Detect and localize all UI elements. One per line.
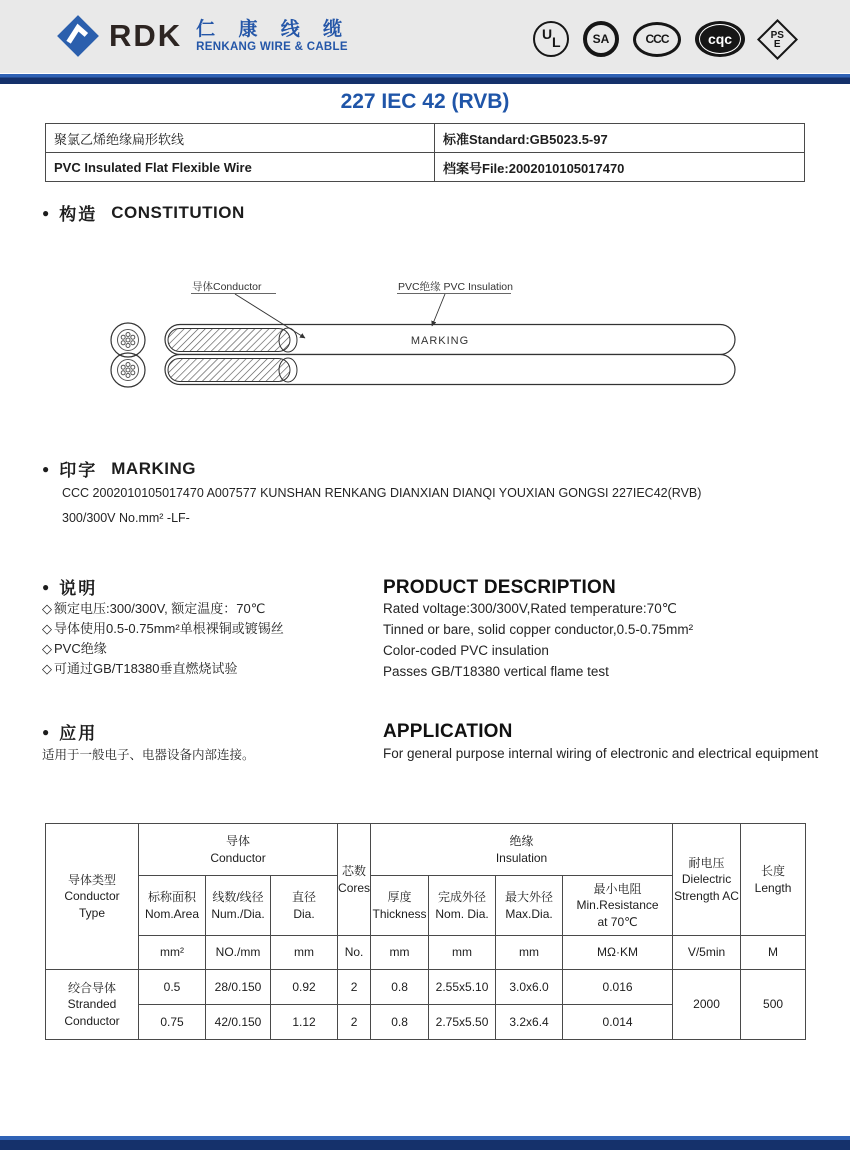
header-en: Nom. Dia.: [435, 906, 489, 921]
brand-logo: [55, 13, 351, 59]
unit-cell: M: [741, 936, 806, 970]
cable-cross-section: [111, 323, 145, 387]
description-cn-item: [42, 638, 107, 657]
group-cn: 绝缘: [509, 834, 534, 849]
bullet-icon: ●: [42, 205, 50, 220]
marking-line-2: 300/300V No.mm² -LF-: [62, 511, 190, 525]
table-row: [46, 153, 805, 182]
bullet-icon: ●: [42, 579, 50, 594]
brand-names: [196, 19, 351, 54]
header-cn: 长度: [761, 864, 786, 879]
product-description-line: Color-coded PVC insulation: [383, 643, 549, 658]
cable-side-view: [165, 325, 735, 385]
row-label-stranded-conductor: [46, 970, 139, 1040]
constitution-heading-cn: 构造: [59, 205, 98, 224]
product-description-title: PRODUCT DESCRIPTION: [383, 577, 616, 598]
product-description-line: Rated voltage:300/300V,Rated temperature:70℃: [383, 601, 677, 616]
application-cn-title: 应用: [59, 724, 98, 743]
header-en2: Strength AC: [674, 888, 739, 903]
header-cn: 标称面积: [147, 890, 196, 905]
wire-construction-diagram: [95, 276, 755, 398]
col-thickness: [371, 876, 429, 936]
diamond-bullet-icon: ◇: [42, 601, 52, 616]
data-cell: 28/0.150: [206, 970, 271, 1005]
header: [0, 0, 850, 73]
description-cn-item-text: 可通过GB/T18380垂直燃烧试验: [54, 661, 238, 676]
data-cell: 3.2x6.4: [496, 1005, 563, 1040]
data-cell: 2: [338, 1005, 371, 1040]
unit-cell: NO./mm: [206, 936, 271, 970]
description-cn-item-text: 额定电压:300/300V, 额定温度：70℃: [54, 601, 266, 616]
pse-mark-icon: [757, 18, 798, 59]
diamond-bullet-icon: ◇: [42, 641, 52, 656]
description-cn-title: 说明: [59, 579, 98, 598]
data-cell: 0.014: [563, 1005, 673, 1040]
ul-letter-u: U: [542, 26, 553, 42]
data-cell: 1.12: [271, 1005, 338, 1040]
data-cell: 0.8: [371, 1005, 429, 1040]
file-number-value: 档案号File:2002010105017470: [435, 153, 805, 182]
csa-mark-icon: [583, 21, 619, 57]
header-en: Conductor: [64, 889, 120, 904]
description-cn-item-text: PVC绝缘: [54, 641, 107, 656]
insulation-label: PVC绝缘 PVC Insulation: [398, 281, 513, 293]
description-cn-heading: [42, 574, 97, 599]
description-cn-item: [42, 598, 265, 617]
header-en: Num./Dia.: [211, 906, 265, 921]
header-cn: 最大外径: [505, 890, 554, 905]
specification-table: [45, 823, 806, 1040]
col-dielectric-strength: [673, 824, 741, 936]
application-line: For general purpose internal wiring of electronic and electrical equipment: [383, 746, 819, 761]
unit-cell: MΩ·KM: [563, 936, 673, 970]
table-units-row: [46, 936, 806, 970]
table-row: [46, 124, 805, 153]
ccc-letters: CCC: [645, 32, 669, 46]
header-cn: 导体类型: [67, 873, 116, 888]
unit-cell: mm: [271, 936, 338, 970]
row-label-en2: Conductor: [64, 1013, 120, 1028]
marking-line-1: CCC 2002010105017470 A007577 KUNSHAN RENKANG DIANXIAN DIANQI YOUXIAN GONGSI 227IEC42(RVB): [62, 486, 702, 500]
ul-mark-icon: [533, 21, 569, 57]
constitution-heading-en: CONSTITUTION: [111, 202, 245, 222]
data-cell: 0.92: [271, 970, 338, 1005]
constitution-heading: [42, 200, 245, 225]
data-cell: 0.75: [139, 1005, 206, 1040]
data-cell: 0.016: [563, 970, 673, 1005]
header-en: Nom.Area: [144, 906, 200, 921]
description-cn-item: [42, 618, 284, 637]
header-en: Dia.: [293, 906, 315, 921]
header-divider-bar: [0, 74, 850, 84]
data-cell: 2: [338, 970, 371, 1005]
col-min-resistance: [563, 876, 673, 936]
group-en: Conductor: [210, 850, 266, 865]
marking-heading: [42, 456, 196, 481]
certification-marks: [533, 21, 792, 57]
product-name-en: PVC Insulated Flat Flexible Wire: [46, 153, 435, 182]
unit-cell: mm: [429, 936, 496, 970]
product-description-line: Passes GB/T18380 vertical flame test: [383, 664, 609, 679]
header-cn: 线数/线径: [212, 890, 264, 905]
data-cell: 0.8: [371, 970, 429, 1005]
unit-cell: mm²: [139, 936, 206, 970]
data-cell: 0.5: [139, 970, 206, 1005]
col-dia: [271, 876, 338, 936]
header-cn: 厚度: [387, 890, 412, 905]
group-en: Insulation: [495, 850, 548, 865]
diamond-bullet-icon: ◇: [42, 621, 52, 636]
length-value: 500: [741, 970, 806, 1040]
group-insulation: [371, 824, 673, 876]
data-cell: 42/0.150: [206, 1005, 271, 1040]
header-en: Dielectric: [681, 872, 732, 887]
table-data-row: [46, 970, 806, 1005]
bullet-icon: ●: [42, 724, 50, 739]
group-cn: 导体: [226, 834, 251, 849]
dielectric-strength-value: 2000: [673, 970, 741, 1040]
ul-letter-l: L: [552, 34, 561, 50]
header-en: Length: [754, 880, 792, 895]
standard-value: 标准Standard:GB5023.5-97: [435, 124, 805, 153]
col-cores: [338, 824, 371, 936]
unit-cell: mm: [496, 936, 563, 970]
application-cn-line: 适用于一般电子、电器设备内部连接。: [42, 748, 255, 762]
brand-abbr: RDK: [109, 18, 183, 53]
cqc-mark-icon: [695, 21, 745, 57]
table-header-row: [46, 824, 806, 876]
header-cn: 芯数: [342, 864, 367, 879]
ccc-mark-icon: [633, 22, 681, 57]
marking-heading-cn: 印字: [59, 461, 98, 480]
header-cn: 耐电压: [688, 856, 725, 871]
brand-name-cn: 仁 康 线 缆: [196, 18, 352, 40]
product-info-table: [45, 123, 805, 182]
application-title: APPLICATION: [383, 721, 513, 742]
data-cell: 3.0x6.0: [496, 970, 563, 1005]
pse-ps: PS: [770, 29, 785, 40]
description-cn-item: [42, 658, 238, 677]
col-max-dia: [496, 876, 563, 936]
col-num-dia: [206, 876, 271, 936]
unit-cell: V/5min: [673, 936, 741, 970]
group-conductor: [139, 824, 338, 876]
product-description-line: Tinned or bare, solid copper conductor,0.5-0.75mm²: [383, 622, 694, 637]
header-en: Max.Dia.: [505, 906, 553, 921]
col-nom-dia: [429, 876, 496, 936]
product-name-cn: 聚氯乙烯绝缘扁形软线: [46, 124, 435, 153]
unit-cell: mm: [371, 936, 429, 970]
diamond-bullet-icon: ◇: [42, 661, 52, 676]
header-en: Min.Resistance: [576, 898, 659, 913]
bullet-icon: ●: [42, 461, 50, 476]
cqc-letters: cqc: [707, 31, 733, 47]
pse-e: E: [774, 38, 781, 49]
conductor-label: 导体Conductor: [192, 281, 262, 293]
marking-text-on-wire: MARKING: [410, 335, 470, 347]
header-en: Cores: [338, 880, 371, 895]
csa-letters: SA: [592, 32, 610, 46]
rdk-diamond-logo-icon: [55, 13, 101, 59]
data-cell: 2.75x5.50: [429, 1005, 496, 1040]
col-conductor-type: [46, 824, 139, 970]
row-label-en: Stranded: [67, 997, 117, 1012]
footer-bar: [0, 1136, 850, 1150]
brand-name-en: RENKANG WIRE & CABLE: [196, 40, 348, 53]
header-cn: 完成外径: [438, 890, 487, 905]
col-length: [741, 824, 806, 936]
row-label-cn: 绞合导体: [67, 981, 116, 996]
data-cell: 2.55x5.10: [429, 970, 496, 1005]
pse-letters: [771, 30, 784, 48]
header-en2: Type: [78, 905, 105, 920]
description-cn-item-text: 导体使用0.5-0.75mm²单根裸铜或镀锡丝: [54, 621, 284, 636]
page-title: 227 IEC 42 (RVB): [340, 90, 510, 113]
header-cn: 直径: [292, 890, 317, 905]
col-nom-area: [139, 876, 206, 936]
header-cn: 最小电阻: [593, 882, 642, 897]
header-en: Thickness: [372, 906, 427, 921]
application-cn-heading: [42, 719, 97, 744]
header-en2: at 70℃: [597, 914, 638, 929]
unit-cell: No.: [338, 936, 371, 970]
marking-heading-en: MARKING: [111, 458, 196, 478]
